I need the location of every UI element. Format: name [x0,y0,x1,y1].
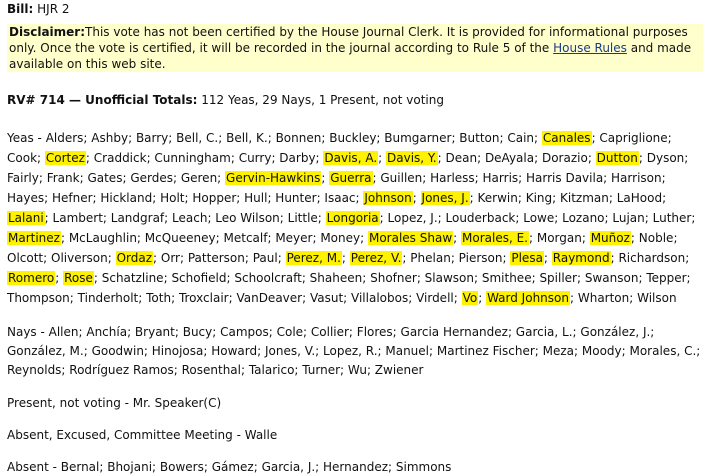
highlighted-member-name: Vo [462,291,478,305]
highlighted-member-name: Romero [8,271,55,285]
bill-label: Bill: [7,2,34,16]
member-name: Troxclair [178,291,229,305]
highlighted-member-name: Plesa [511,251,543,265]
highlighted-member-name: Lalani [8,211,44,225]
member-name: Louderback [445,211,516,225]
member-name: Holt [160,191,185,205]
member-name: Villalobos [351,291,409,305]
highlighted-member-name: Morales, E. [462,231,528,245]
member-name: Virdell [416,291,454,305]
highlighted-member-name: Davis, A. [324,151,378,165]
member-name: Harris Davila [526,171,604,185]
member-name: Capriglione [599,131,668,145]
highlighted-member-name: Gervin-Hawkins [226,171,321,185]
member-name: Fairly [7,171,39,185]
member-name: Barry [135,131,169,145]
member-name: Patterson [187,251,245,265]
member-name: McLaughlin [68,231,137,245]
member-name: Oliverson [51,251,108,265]
member-name: Geren [180,171,218,185]
member-name: Darby [279,151,316,165]
nays-list: Nays - Allen; Anchía; Bryant; Bucy; Campos; Cole; Collier; Flores; Garcia Hernandez; Garcia, L.; González, J.; González, M.; Goodwin; Hinojosa; Howard; Jones, V.; Lopez, R.; Manuel; Martinez Fischer; Meza; Moody; Morales, C.; Reynolds; Rodríguez Ramos; Rosenthal; Talarico; Turner; Wu; Zwiener [7,325,701,377]
member-name: Cook [7,151,38,165]
highlighted-member-name: Jones, J. [421,191,469,205]
member-name: Wharton [577,291,630,305]
member-name: Leo Wilson [215,211,280,225]
highlighted-member-name: Perez, M. [286,251,341,265]
member-name: Metcalf [223,231,268,245]
disclaimer-text: This vote has not been certified by the House Journal Clerk. It is provided for informational purposes only. Once the vote is certified, it will be recorded in the journal according to Rule 5 of the [9,25,688,55]
member-name: Paul [252,251,278,265]
highlighted-member-name: Longoria [326,211,379,225]
member-name: Gates [87,171,123,185]
highlighted-member-name: Johnson [364,191,412,205]
member-name: King [525,191,553,205]
member-name: Curry [238,151,272,165]
yeas-names: Alders; Ashby; Barry; Bell, C.; Bell, K.; Bonnen; Buckley; Bumgarner; Button; Cain; Canales; Capriglione; Cook; Cortez; Craddick; Cunningham; Curry; Darby; Davis, A.; Davis, Y.; Dean; DeAyala; Dorazio; Dutton; Dyson; Fairly; Frank; Gates; Gerdes; Geren; Gervin-Hawkins; Guerra; Guillen; Harless; Harris; Harris Davila; Harrison; Hayes; Hefner; Hickland; Holt; Hopper; Hull; Hunter; Isaac; Johnson; Jones, J.; Kerwin; King; Kitzman; LaHood; Lalani; Lambert; Landgraf; Leach; Leo Wilson; Little; Longoria; Lopez, J.; Louderback; Lowe; Lozano; Lujan; Luther; Martinez; McLaughlin; McQueeney; Metcalf; Meyer; Money; Morales Shaw; Morales, E.; Morgan; Muñoz; Noble; Olcott; Oliverson; Ordaz; Orr; Patterson; Paul; Perez, M.; Perez, V.; Phelan; Pierson; Plesa; Raymond; Richardson; Romero; Rose; Schatzline; Schofield; Schoolcraft; Shaheen; Shofner; Slawson; Smithee; Spiller; Swanson; Tepper; Thompson; Tinderholt; Toth; Troxclair; VanDeaver; Vasut; Villalobos; Virdell; Vo; Ward Johnson; Wharton; Wilson [7,131,696,305]
member-name: Hopper [192,191,237,205]
member-name: VanDeaver [236,291,303,305]
member-name: Schofield [171,271,227,285]
highlighted-member-name: Dutton [596,151,638,165]
member-name: Harless [430,171,475,185]
member-name: Noble [638,231,674,245]
member-name: Guillen [380,171,423,185]
member-name: Lozano [562,211,605,225]
member-name: Hefner [51,191,93,205]
highlighted-member-name: Canales [542,131,591,145]
member-name: Schoolcraft [234,271,302,285]
yeas-prefix: Yeas - [7,131,46,145]
member-name: Hull [244,191,268,205]
member-name: Shofner [370,271,417,285]
member-name: Lowe [523,211,555,225]
highlighted-member-name: Perez, V. [350,251,402,265]
member-name: Leach [172,211,208,225]
highlighted-member-name: Raymond [552,251,610,265]
member-name: Buckley [329,131,377,145]
member-name: Bumgarner [384,131,452,145]
bill-line [7,1,709,17]
disclaimer-text-end: and made available on this web site. [9,41,692,71]
member-name: Orr [160,251,180,265]
member-name: Cain [507,131,535,145]
member-name: LaHood [616,191,663,205]
member-name: Money [320,231,361,245]
member-name: Little [287,211,318,225]
member-name: Dyson [646,151,685,165]
bill-value: HJR 2 [37,2,70,16]
highlighted-member-name: Muñoz [590,231,630,245]
yeas-list [7,128,709,308]
member-name: Lopez, J. [387,211,438,225]
member-name: Slawson [424,271,474,285]
member-name: Dean [445,151,478,165]
member-name: Alders [45,131,84,145]
member-name: Swanson [584,271,639,285]
member-name: Bell, K. [226,131,268,145]
totals-label: RV# 714 — Unofficial Totals: [7,93,198,107]
disclaimer-box [7,24,703,72]
disclaimer-label: Disclaimer: [9,25,86,39]
member-name: Bell, C. [176,131,219,145]
present-not-voting: Present, not voting - Mr. Speaker(C) [7,396,222,410]
member-name: Phelan [410,251,451,265]
member-name: Craddick [93,151,147,165]
member-name: Morgan [536,231,582,245]
member-name: Hunter [275,191,317,205]
highlighted-member-name: Cortez [45,151,85,165]
member-name: Bonnen [275,131,322,145]
member-name: Hickland [100,191,153,205]
member-name: Vasut [309,291,344,305]
member-name: Tepper [646,271,687,285]
member-name: Lujan [612,211,645,225]
highlighted-member-name: Ordaz [116,251,153,265]
highlighted-member-name: Martinez [8,231,60,245]
member-name: Shaheen [309,271,363,285]
member-name: Cunningham [154,151,231,165]
totals-text: 112 Yeas, 29 Nays, 1 Present, not voting [197,93,444,107]
member-name: Button [459,131,500,145]
member-name: Schatzline [101,271,164,285]
member-name: Dorazio [541,151,588,165]
member-name: McQueeney [144,231,216,245]
member-name: Wilson [637,291,677,305]
member-name: DeAyala [484,151,535,165]
member-name: Olcott [7,251,44,265]
member-name: Thompson [7,291,70,305]
member-name: Kitzman [560,191,609,205]
member-name: Kerwin [477,191,518,205]
highlighted-member-name: Morales Shaw [368,231,453,245]
member-name: Richardson [618,251,686,265]
absent-list: Absent - Bernal; Bhojani; Bowers; Gámez; Garcia, J.; Hernandez; Simmons [7,460,452,474]
member-name: Meyer [275,231,313,245]
highlighted-member-name: Ward Johnson [487,291,569,305]
house-rules-link[interactable]: House Rules [553,41,627,55]
vote-totals [7,92,709,108]
member-name: Lambert [52,211,103,225]
member-name: Frank [46,171,80,185]
member-name: Landgraf [110,211,165,225]
member-name: Hayes [7,191,45,205]
member-name: Harris [482,171,519,185]
member-name: Isaac [324,191,356,205]
member-name: Toth [146,291,172,305]
member-name: Ashby [91,131,129,145]
member-name: Gerdes [130,171,173,185]
member-name: Luther [652,211,692,225]
member-name: Pierson [458,251,503,265]
member-name: Tinderholt [77,291,139,305]
member-name: Harrison [611,171,662,185]
highlighted-member-name: Davis, Y. [387,151,437,165]
highlighted-member-name: Guerra [330,171,372,185]
member-name: Smithee [481,271,532,285]
absent-excused-committee: Absent, Excused, Committee Meeting - Walle [7,428,278,442]
member-name: Spiller [539,271,577,285]
highlighted-member-name: Rose [64,271,93,285]
